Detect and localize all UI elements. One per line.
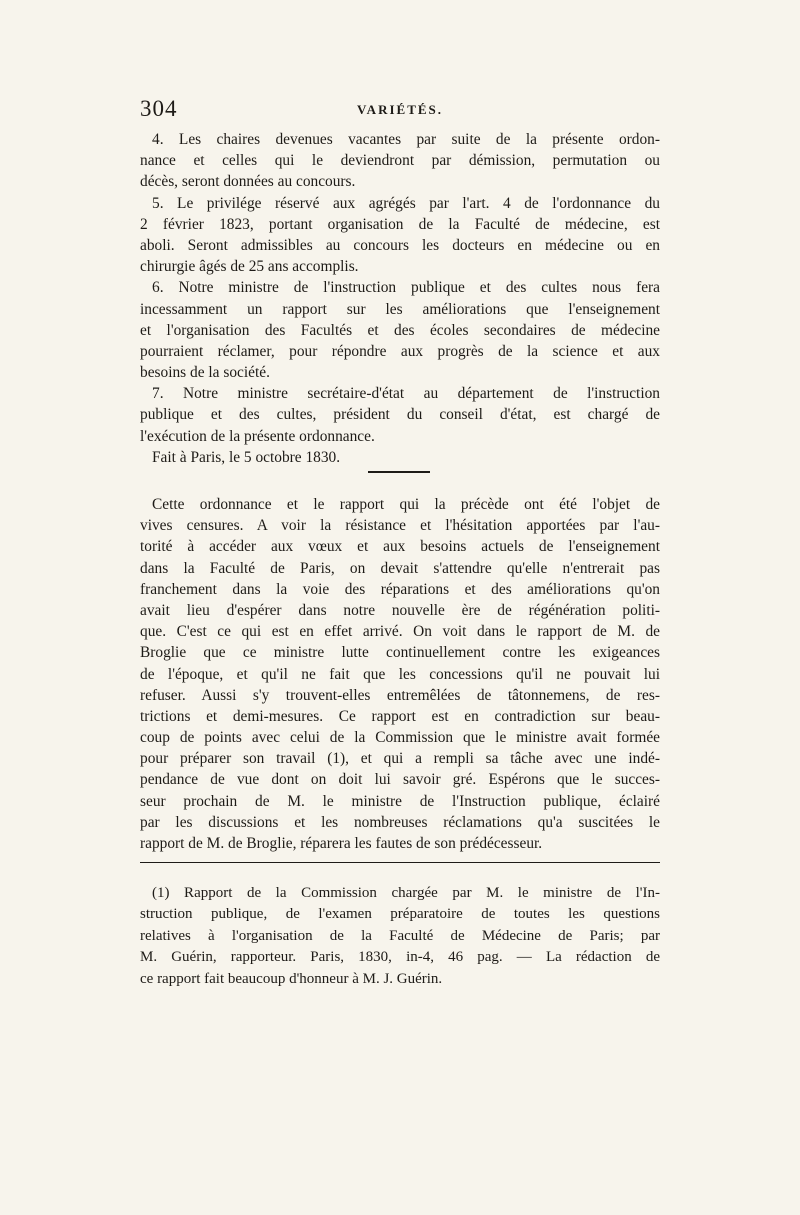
footnote-separator: [140, 862, 660, 863]
text-line: pourraient réclamer, pour répondre aux progrès de la science et aux: [140, 342, 660, 360]
text-line: vives censures. A voir la résistance et l'hésitation apportées par l'au-: [140, 517, 660, 535]
section-divider: [368, 471, 430, 473]
signature-line: Fait à Paris, le 5 octobre 1830.: [152, 448, 341, 466]
page-number: 304: [140, 96, 178, 121]
text-line: aboli. Seront admissibles au concours les docteurs en médecine ou en: [140, 236, 660, 254]
footnote: [140, 883, 660, 990]
page-header: [140, 96, 660, 124]
text-line: pendance de vue dont on doit lui savoir gré. Espérons que le succes-: [140, 771, 660, 789]
text-line: torité à accéder aux vœux et aux besoins actuels de l'enseignement: [140, 538, 660, 556]
text-line: 6. Notre ministre de l'instruction publique et des cultes nous fera: [152, 279, 660, 297]
footnote-line: struction publique, de l'examen préparatoire de toutes les questions: [140, 906, 660, 923]
footnote-line: (1) Rapport de la Commission chargée par M. le ministre de l'In-: [152, 885, 660, 901]
text-line: et l'organisation des Facultés et des écoles secondaires de médecine: [140, 321, 660, 339]
text-line: coup de points avec celui de la Commission que le ministre avait formée: [140, 729, 660, 747]
text-line: pour préparer son travail (1), et qui a rempli sa tâche avec une indé-: [140, 750, 660, 768]
commentary-text: [140, 494, 660, 854]
text-line: Broglie que ce ministre lutte continuellement contre les exigeances: [140, 644, 660, 662]
text-line: 5. Le privilége réservé aux agrégés par l'art. 4 de l'ordonnance du: [152, 194, 660, 212]
text-line: besoins de la société.: [140, 364, 270, 382]
text-line: chirurgie âgés de 25 ans accomplis.: [140, 258, 359, 276]
text-line: décès, seront données au concours.: [140, 173, 356, 191]
text-line: dans la Faculté de Paris, on devait s'attendre qu'elle n'entrerait pas: [140, 559, 660, 577]
text-line: l'exécution de la présente ordonnance.: [140, 427, 375, 445]
text-line: 4. Les chaires devenues vacantes par suite de la présente ordon-: [152, 131, 660, 148]
footnote-line: relatives à l'organisation de la Faculté de Médecine de Paris; par: [140, 927, 660, 944]
text-line: par les discussions et les nombreuses réclamations qu'a suscitées le: [140, 813, 660, 831]
ordinance-text: [140, 129, 660, 468]
text-line: 7. Notre ministre secrétaire-d'état au département de l'instruction: [152, 385, 660, 403]
text-line: franchement dans la voie des réparations et des améliorations qu'on: [140, 580, 660, 598]
text-line: avait lieu d'espérer dans notre nouvelle ère de régénération politi-: [140, 601, 660, 619]
text-line: incessamment un rapport sur les améliorations que l'enseignement: [140, 300, 660, 318]
footnote-line: ce rapport fait beaucoup d'honneur à M. J. Guérin.: [140, 970, 443, 987]
text-line: trictions et demi-mesures. Ce rapport est en contradiction sur beau-: [140, 707, 660, 725]
text-line: refuser. Aussi s'y trouvent-elles entremêlées de tâtonnemens, de res-: [140, 686, 660, 704]
text-line: rapport de M. de Broglie, réparera les fautes de son prédécesseur.: [140, 835, 543, 852]
text-line: seur prochain de M. le ministre de l'Instruction publique, éclairé: [140, 792, 660, 810]
text-line: 2 février 1823, portant organisation de la Faculté de médecine, est: [140, 215, 660, 233]
text-line: publique et des cultes, président du conseil d'état, est chargé de: [140, 406, 660, 424]
text-line: nance et celles qui le deviendront par démission, permutation ou: [140, 152, 660, 170]
text-line: de l'époque, et qu'il ne fait que les concessions qu'il ne pouvait lui: [140, 665, 660, 683]
text-line: Cette ordonnance et le rapport qui la précède ont été l'objet de: [152, 496, 660, 513]
text-line: que. C'est ce qui est en effet arrivé. On voit dans le rapport de M. de: [140, 623, 660, 641]
running-head: VARIÉTÉS.: [356, 102, 444, 117]
footnote-line: M. Guérin, rapporteur. Paris, 1830, in-4, 46 pag. — La rédaction de: [140, 949, 660, 966]
